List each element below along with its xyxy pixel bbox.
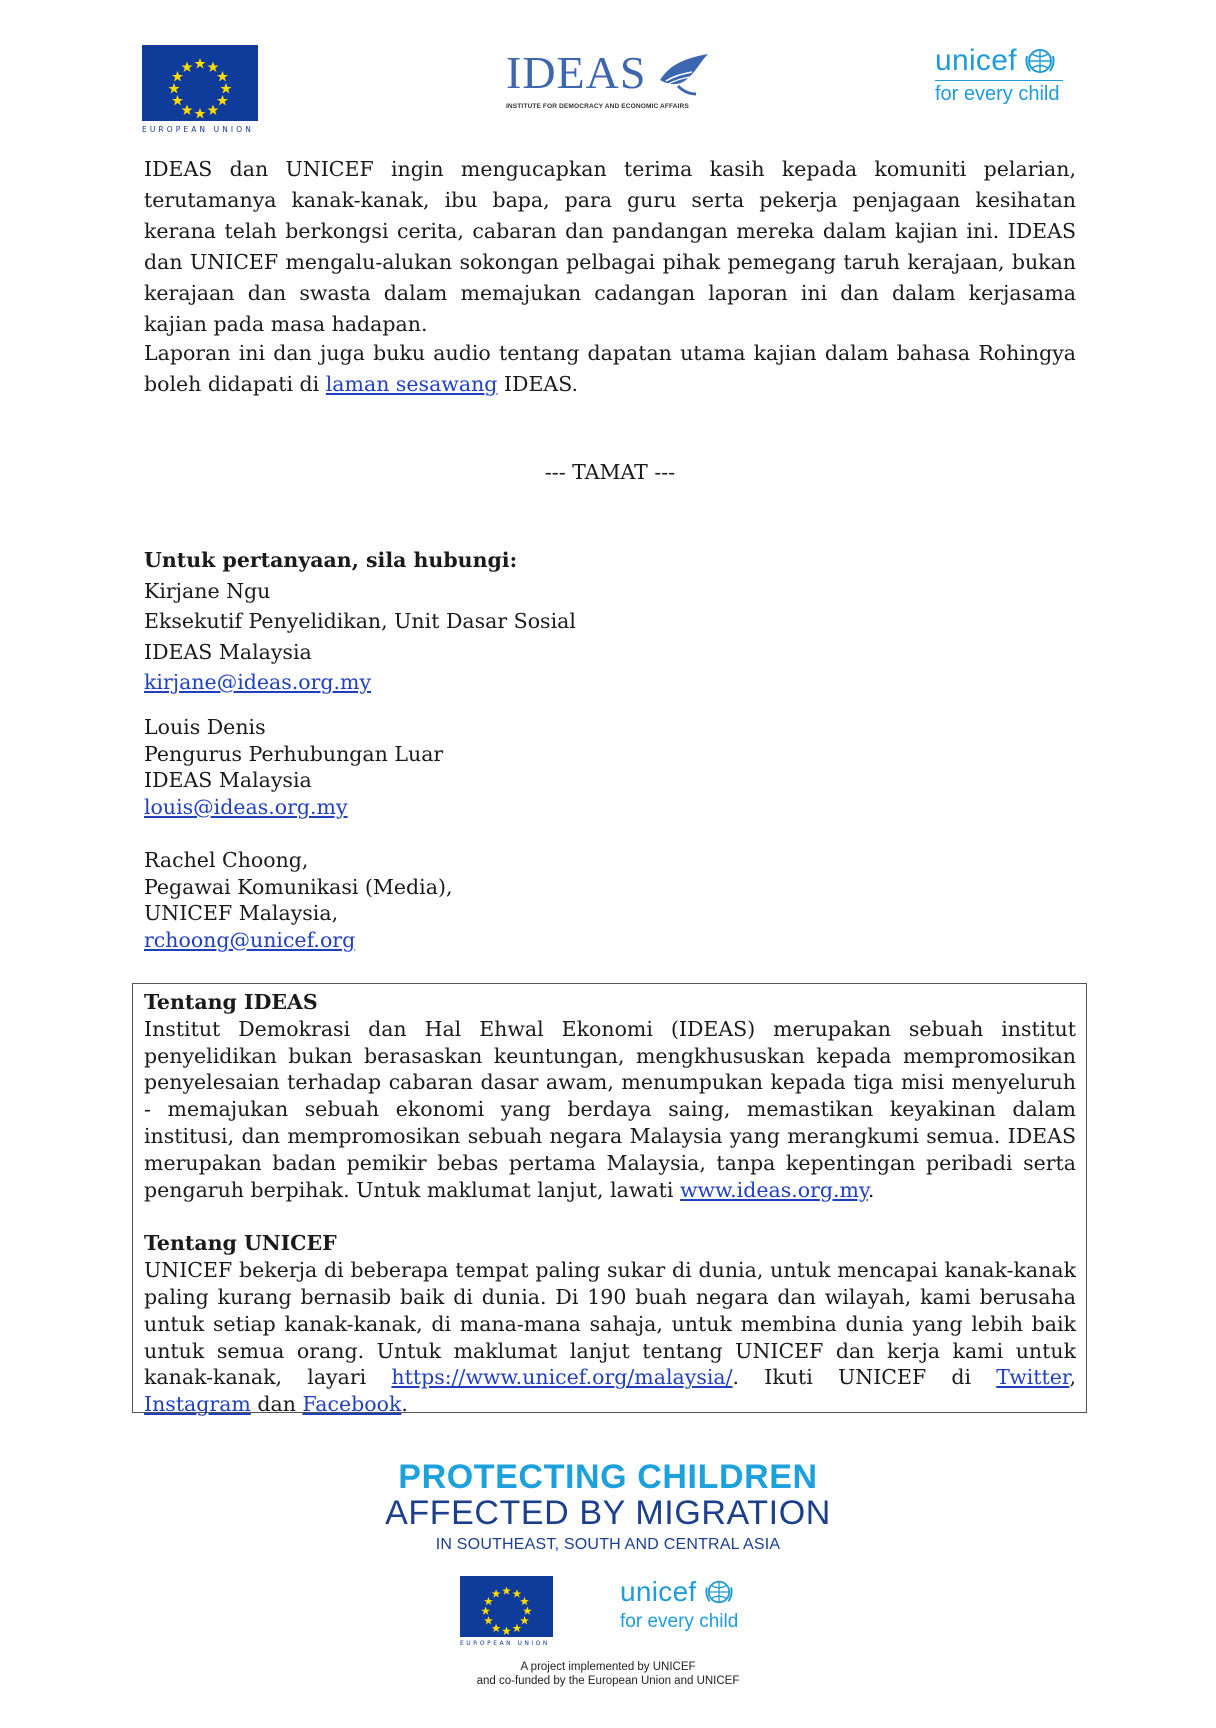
footer-note-line1: A project implemented by UNICEF (520, 1661, 696, 1673)
unicef-logo (935, 46, 1075, 104)
website-link[interactable]: laman sesawang (325, 372, 498, 396)
ideas-logo (506, 46, 716, 116)
ideas-wordmark: IDEAS (506, 47, 647, 98)
contact-tertiary (144, 847, 452, 953)
facebook-link[interactable]: Facebook (302, 1392, 402, 1417)
separator-comma: , (1069, 1365, 1076, 1390)
about-ideas-end: . (867, 1177, 875, 1202)
contact-name: Kirjane Ngu (144, 578, 271, 603)
ideas-website-link[interactable]: www.ideas.org.my (679, 1177, 868, 1202)
unicef-wordmark: unicef (620, 1576, 697, 1607)
footer-eu-logo (460, 1576, 555, 1647)
ideas-bird-icon (656, 50, 712, 98)
eu-flag-icon (142, 45, 258, 121)
about-unicef-title: Tentang UNICEF (144, 1231, 337, 1256)
contact-role: Eksekutif Penyelidikan, Unit Dasar Sosial (144, 609, 576, 633)
about-content (144, 989, 1076, 1418)
contact-email-link[interactable]: kirjane@ideas.org.my (144, 670, 372, 694)
end-marker: --- TAMAT --- (544, 460, 676, 484)
about-ideas-text (144, 1016, 1076, 1204)
footer-unicef-logo (620, 1578, 750, 1631)
about-unicef-text (144, 1257, 1076, 1418)
contact-role: Pengurus Perhubungan Luar (144, 741, 444, 766)
separator-dan: dan (250, 1392, 303, 1417)
contact-org: IDEAS Malaysia (144, 639, 312, 664)
contact-name: Louis Denis (144, 715, 266, 739)
about-box (132, 983, 1087, 1417)
report-text-end: IDEAS. (497, 372, 579, 396)
footer-note-line2: and co-funded by the European Union and UNICEF (476, 1675, 740, 1687)
footer-subtitle: IN SOUTHEAST, SOUTH AND CENTRAL ASIA (435, 1536, 781, 1553)
spacer (144, 1203, 1076, 1230)
about-unicef-end: . (401, 1392, 408, 1417)
eu-caption: EUROPEAN UNION (142, 125, 254, 134)
unicef-website-link[interactable]: https://www.unicef.org/malaysia/ (391, 1365, 733, 1390)
about-unicef-body: UNICEF bekerja di beberapa tempat paling sukar di dunia, untuk mencapai kanak-kanak paling kurang bernasib baik di dunia. Di 190 buah negara dan wilayah, kami berusaha untuk setiap kanak-kanak, di mana-mana sahaja, untuk membina dunia yang lebih baik untuk semua orang. Untuk maklumat lanjut tentang UNICEF dan kerja kami untuk kanak-kanak, layari (144, 1258, 1076, 1390)
unicef-divider (935, 80, 1063, 81)
contact-name: Rachel Choong, (144, 848, 309, 872)
instagram-link[interactable]: Instagram (144, 1392, 251, 1417)
contact-secondary (144, 714, 443, 820)
about-ideas-body: Institut Demokrasi dan Hal Ehwal Ekonomi (IDEAS) merupakan sebuah institut penyelidikan bukan berasaskan keuntungan, mengkhususkan kepada mempromosikan penyelesaian terhadap cabaran dasar awam, menumpukan kepada tiga misi menyeluruh - memajukan sebuah ekonomi yang berdaya saing, memastikan keyakinan dalam institusi, dan mempromosikan sebuah negara Malaysia yang merangkumi semua. IDEAS merupakan badan pemikir bebas pertama Malaysia, tanpa kepentingan peribadi serta pengaruh berpihak. Untuk maklumat lanjut, lawati (144, 1016, 1076, 1202)
unicef-globe-icon (704, 1578, 734, 1606)
eu-caption: EUROPEAN UNION (460, 1640, 550, 1647)
unicef-globe-icon (1024, 46, 1056, 76)
contact-email-link[interactable]: rchoong@unicef.org (144, 927, 356, 952)
ideas-subtitle: INSTITUTE FOR DEMOCRACY AND ECONOMIC AFFAIRS (506, 103, 689, 110)
about-ideas-title: Tentang IDEAS (144, 990, 318, 1014)
footer-title-primary: PROTECTING CHILDREN (398, 1458, 818, 1496)
contact-email-link[interactable]: louis@ideas.org.my (144, 794, 348, 819)
eu-logo (142, 45, 260, 134)
unicef-wordmark: unicef (935, 44, 1017, 77)
unicef-tagline: for every child (620, 1611, 739, 1632)
report-paragraph (144, 338, 1076, 400)
twitter-link[interactable]: Twitter (996, 1365, 1070, 1390)
footer-note (0, 1660, 1216, 1688)
contact-primary (144, 545, 576, 698)
unicef-tagline: for every child (935, 83, 1060, 105)
follow-text: . Ikuti UNICEF di (732, 1365, 997, 1390)
intro-paragraph: IDEAS dan UNICEF ingin mengucapkan terima kasih kepada komuniti pelarian, terutamanya kanak-kanak, ibu bapa, para guru serta pekerja penjagaan kesihatan kerana telah berkongsi cerita, cabaran dan pandangan mereka dalam kajian ini. IDEAS dan UNICEF mengalu-alukan sokongan pelbagai pihak pemegang taruh kerajaan, bukan kerajaan dan swasta dalam memajukan cadangan laporan ini dan dalam kerjasama kajian pada masa hadapan. (144, 157, 1076, 336)
eu-flag-icon (460, 1576, 553, 1637)
contact-org: IDEAS Malaysia (144, 768, 312, 793)
contact-org: UNICEF Malaysia, (144, 901, 339, 926)
footer-title-secondary: AFFECTED BY MIGRATION (385, 1494, 831, 1532)
contact-heading: Untuk pertanyaan, sila hubungi: (144, 548, 518, 572)
contact-role: Pegawai Komunikasi (Media), (144, 874, 453, 899)
report-text: Laporan ini dan juga buku audio tentang dapatan utama kajian dalam bahasa Rohingya boleh didapati di (144, 341, 1076, 396)
